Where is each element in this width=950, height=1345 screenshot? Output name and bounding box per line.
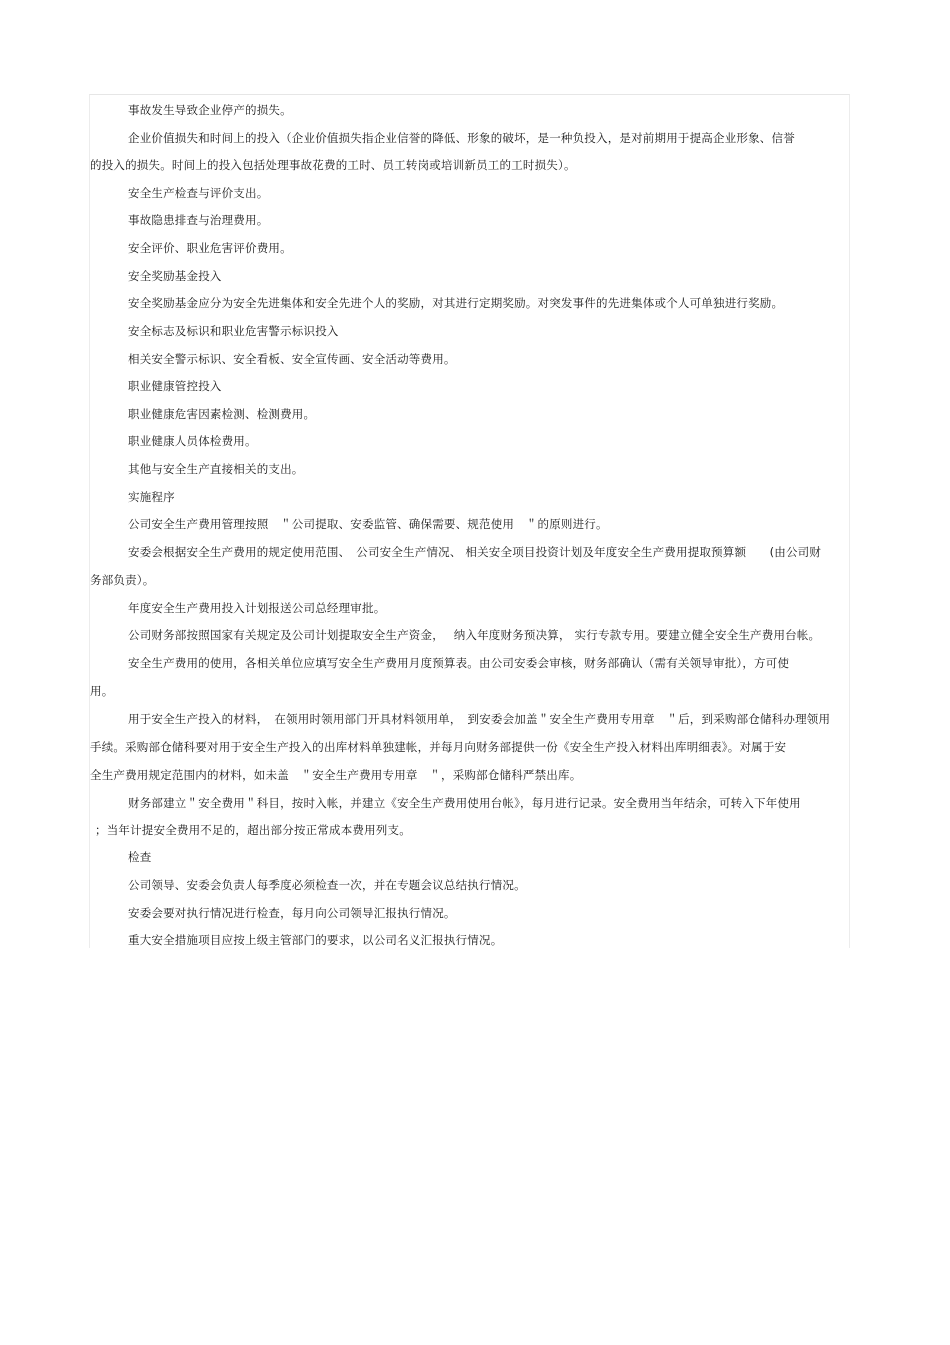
paragraph-line: 安全生产费用的使用，各相关单位应填写安全生产费用月度预算表。由公司安委会审核，财务部确认（需有关领导审批），方可使 <box>128 656 790 670</box>
paragraph-line: 公司财务部按照国家有关规定及公司计划提取安全生产资金， 纳入年度财务预决算， 实行专款专用。要建立健全安全生产费用台帐。 <box>128 628 821 642</box>
section-heading: 职业健康管控投入 <box>128 379 222 393</box>
paragraph-line: 全生产费用规定范围内的材料，如未盖 ＂安全生产费用专用章 ＂，采购部仓储科严禁出库。 <box>90 768 582 782</box>
section-heading: 安全标志及标识和职业危害警示标识投入 <box>128 324 339 338</box>
paragraph-line: 安全生产检查与评价支出。 <box>128 186 269 200</box>
paragraph-line: 用。 <box>90 684 114 698</box>
paragraph-line: 年度安全生产费用投入计划报送公司总经理审批。 <box>128 601 386 615</box>
paragraph-line: 安全评价、职业危害评价费用。 <box>128 241 292 255</box>
paragraph-line: 安全奖励基金应分为安全先进集体和安全先进个人的奖励，对其进行定期奖励。对突发事件的先进集体或个人可单独进行奖励。 <box>128 296 784 310</box>
paragraph-line: 公司领导、安委会负责人每季度必须检查一次，并在专题会议总结执行情况。 <box>128 878 526 892</box>
section-heading: 安全奖励基金投入 <box>128 269 222 283</box>
paragraph-line: 企业价值损失和时间上的投入（企业价值损失指企业信誉的降低、形象的破坏，是一种负投入，是对前期用于提高企业形象、信誉 <box>128 131 795 145</box>
paragraph-line: 事故发生导致企业停产的损失。 <box>128 103 292 117</box>
paragraph-line: 重大安全措施项目应按上级主管部门的要求，以公司名义汇报执行情况。 <box>128 933 503 947</box>
paragraph-line: 的投入的损失。时间上的投入包括处理事故花费的工时、员工转岗或培训新员工的工时损失）。 <box>90 158 576 172</box>
section-heading: 检查 <box>128 850 152 864</box>
paragraph-line: 职业健康危害因素检测、检测费用。 <box>128 407 316 421</box>
paragraph-line: 安委会要对执行情况进行检查，每月向公司领导汇报执行情况。 <box>128 906 456 920</box>
paragraph-line: 安委会根据安全生产费用的规定使用范围、 公司安全生产情况、 相关安全项目投资计划及年度安全生产费用提取预算额 (由公司财 <box>128 545 822 559</box>
paragraph-line: 用于安全生产投入的材料， 在领用时领用部门开具材料领用单， 到安委会加盖＂安全生产费用专用章 ＂后，到采购部仓储科办理领用 <box>128 712 831 726</box>
paragraph-line: 职业健康人员体检费用。 <box>128 434 257 448</box>
paragraph-line: ；当年计提安全费用不足的，超出部分按正常成本费用列支。 <box>95 823 411 837</box>
paragraph-line: 事故隐患排查与治理费用。 <box>128 213 269 227</box>
paragraph-line: 手续。采购部仓储科要对用于安全生产投入的出库材料单独建帐，并每月向财务部提供一份《安全生产投入材料出库明细表》。对属于安 <box>90 740 787 754</box>
paragraph-line: 财务部建立＂安全费用＂科目，按时入帐，并建立《安全生产费用使用台帐》，每月进行记录。安全费用当年结余，可转入下年使用 <box>128 796 801 810</box>
paragraph-line: 公司安全生产费用管理按照 ＂公司提取、安委监管、确保需要、规范使用 ＂的原则进行。 <box>128 517 608 531</box>
section-heading: 实施程序 <box>128 490 175 504</box>
document-page <box>89 94 850 948</box>
paragraph-line: 相关安全警示标识、安全看板、安全宣传画、安全活动等费用。 <box>128 352 456 366</box>
paragraph-line: 务部负责）。 <box>90 573 155 587</box>
paragraph-line: 其他与安全生产直接相关的支出。 <box>128 462 304 476</box>
